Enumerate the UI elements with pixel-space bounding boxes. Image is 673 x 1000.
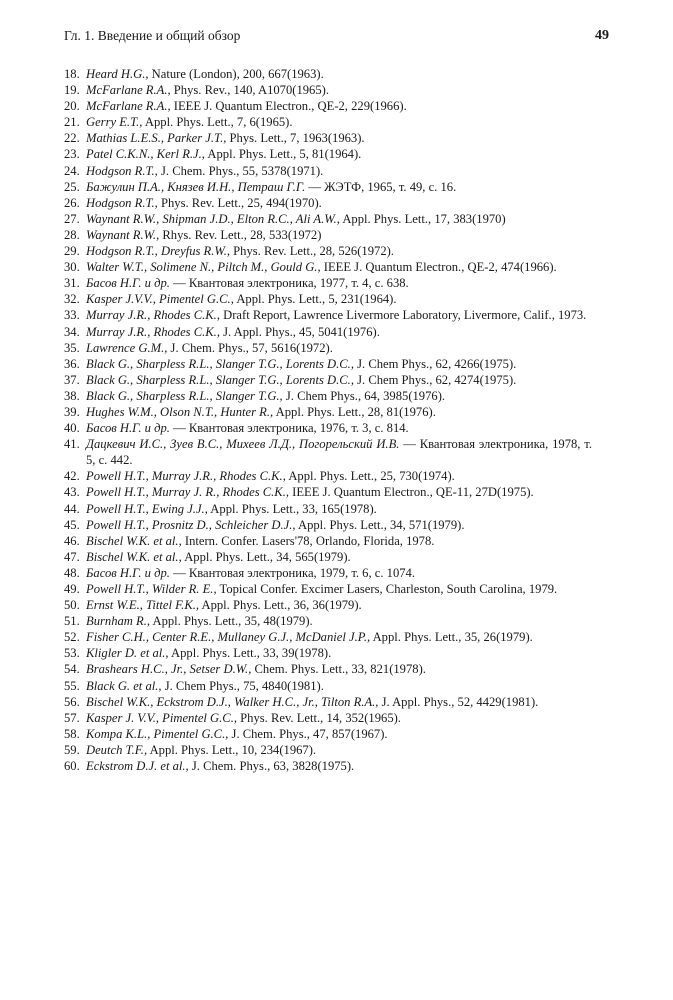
reference-item — [64, 195, 592, 211]
reference-number: 20. — [64, 99, 80, 114]
reference-item — [64, 275, 592, 291]
reference-source: IEEE J. Quantum Electron., QE-11, 27D(1975). — [289, 485, 534, 500]
reference-item — [64, 114, 592, 130]
reference-number: 30. — [64, 260, 80, 275]
reference-number: 51. — [64, 614, 80, 629]
reference-item — [64, 388, 592, 404]
reference-authors: Powell H.T., Wilder R. E., — [86, 582, 217, 596]
reference-source: J. Appl. Phys., 52, 4429(1981). — [378, 694, 539, 709]
reference-item — [64, 324, 592, 340]
reference-authors: Black G. et al., — [86, 678, 162, 693]
reference-number: 52. — [64, 630, 80, 645]
reference-source: Appl. Phys. Lett., 25, 730(1974). — [285, 469, 455, 484]
reference-number: 27. — [64, 211, 80, 226]
reference-number: 55. — [64, 678, 80, 693]
reference-source: J. Chem Phys., 62, 4266(1975). — [353, 356, 517, 371]
reference-number: 24. — [64, 163, 80, 178]
reference-item — [64, 645, 592, 661]
reference-source: Phys. Lett., 7, 1963(1963). — [226, 131, 365, 146]
reference-number: 44. — [64, 501, 80, 516]
reference-number: 37. — [64, 372, 80, 387]
reference-item — [64, 227, 592, 243]
reference-authors: Heard H.G., — [86, 67, 149, 81]
reference-authors: Murray J.R., Rhodes C.K., — [86, 308, 220, 323]
reference-source: J. Chem. Phys., 55, 5378(1971). — [157, 163, 324, 178]
reference-item — [64, 597, 592, 613]
reference-number: 35. — [64, 340, 80, 355]
reference-source: Nature (London), 200, 667(1963). — [148, 67, 324, 81]
reference-source: Appl. Phys. Lett., 10, 234(1967). — [147, 742, 317, 757]
reference-number: 60. — [64, 759, 80, 774]
reference-item — [64, 533, 592, 549]
reference-authors: McFarlane R.A., — [86, 83, 171, 98]
reference-authors: Powell H.T., Prosnitz D., Schleicher D.J., — [86, 517, 296, 532]
reference-source: — Квантовая электроника, 1976, т. 3, с. 814. — [169, 421, 409, 436]
reference-item — [64, 501, 592, 517]
reference-source: Phys. Rev., 140, A1070(1965). — [170, 83, 329, 98]
reference-item — [64, 710, 592, 726]
reference-authors: Hughes W.M., Olson N.T., Hunter R., — [86, 404, 274, 419]
reference-number: 26. — [64, 195, 80, 210]
reference-source: — ЖЭТФ, 1965, т. 49, с. 16. — [305, 179, 457, 194]
reference-item — [64, 581, 592, 597]
reference-source: Intern. Confer. Lasers'78, Orlando, Florida, 1978. — [181, 533, 435, 548]
reference-authors: Brashears H.C., Jr., Setser D.W., — [86, 662, 252, 677]
reference-authors: Hodgson R.T., — [86, 163, 158, 178]
reference-item — [64, 211, 592, 227]
reference-authors: Бажулин П.А., Князев И.Н., Петраш Г.Г. — [86, 179, 306, 194]
reference-number: 38. — [64, 388, 80, 403]
reference-source: Topical Confer. Excimer Lasers, Charleston, South Carolina, 1979. — [216, 582, 558, 596]
reference-item — [64, 436, 592, 468]
reference-number: 59. — [64, 742, 80, 757]
reference-number: 28. — [64, 227, 80, 242]
reference-authors: Burnham R., — [86, 614, 151, 629]
reference-source: Phys. Rev. Lett., 14, 352(1965). — [237, 710, 401, 725]
reference-authors: Дацкевич И.С., Зуев В.С., Михеев Л.Д., Погорельский И.В. — [86, 437, 400, 452]
reference-number: 29. — [64, 244, 80, 259]
reference-item — [64, 163, 592, 179]
reference-authors: Басов Н.Г. и др. — [86, 421, 170, 436]
reference-number: 43. — [64, 485, 80, 500]
reference-authors: Hodgson R.T., — [86, 195, 158, 210]
reference-authors: Kompa K.L., Pimentel G.C., — [86, 726, 229, 741]
reference-number: 56. — [64, 694, 80, 709]
reference-number: 58. — [64, 726, 80, 741]
reference-number: 45. — [64, 517, 80, 532]
reference-item — [64, 613, 592, 629]
reference-authors: Bischel W.K. et al., — [86, 549, 182, 564]
reference-authors: Kasper J. V.V., Pimentel G.C., — [86, 710, 238, 725]
reference-authors: Deutch T.F., — [86, 742, 148, 757]
reference-authors: Black G., Sharpless R.L., Slanger T.G., Lorents D.C., — [86, 356, 354, 371]
reference-source: J. Chem. Phys., 47, 857(1967). — [228, 726, 388, 741]
reference-item — [64, 694, 592, 710]
reference-number: 57. — [64, 710, 80, 725]
reference-item — [64, 420, 592, 436]
reference-item — [64, 340, 592, 356]
reference-item — [64, 259, 592, 275]
reference-item — [64, 742, 592, 758]
reference-source: J. Chem Phys., 64, 3985(1976). — [282, 388, 446, 403]
reference-authors: Black G., Sharpless R.L., Slanger T.G., — [86, 388, 283, 403]
reference-item — [64, 629, 592, 645]
reference-authors: Black G., Sharpless R.L., Slanger T.G., Lorents D.C., — [86, 372, 354, 387]
reference-authors: Kasper J.V.V., Pimentel G.C., — [86, 292, 234, 307]
reference-number: 31. — [64, 276, 80, 291]
reference-item — [64, 758, 592, 774]
reference-source: Appl. Phys. Lett., 34, 571(1979). — [295, 517, 465, 532]
reference-authors: Ernst W.E., Tittel F.K., — [86, 598, 200, 613]
reference-source: — Квантовая электроника, 1977, т. 4, с. 638. — [169, 276, 409, 291]
reference-item — [64, 356, 592, 372]
reference-authors: Powell H.T., Murray J.R., Rhodes C.K., — [86, 469, 286, 484]
reference-number: 48. — [64, 565, 80, 580]
reference-item — [64, 130, 592, 146]
page-number: 49 — [595, 28, 609, 43]
reference-source: Appl. Phys. Lett., 5, 81(1964). — [204, 147, 362, 162]
reference-authors: Powell H.T., Murray J. R., Rhodes C.K., — [86, 485, 289, 500]
reference-number: 54. — [64, 662, 80, 677]
reference-source: Appl. Phys. Lett., 35, 26(1979). — [370, 630, 533, 645]
reference-authors: McFarlane R.A., — [86, 99, 171, 114]
reference-authors: Mathias L.E.S., Parker J.T., — [86, 131, 227, 146]
page-header — [64, 28, 609, 48]
reference-authors: Waynant R.W., Shipman J.D., Elton R.C., Ali A.W., — [86, 211, 340, 226]
reference-authors: Fisher C.H., Center R.E., Mullaney G.J., McDaniel J.P., — [86, 630, 371, 645]
reference-item — [64, 726, 592, 742]
reference-authors: Bischel W.K., Eckstrom D.J., Walker H.C., Jr., Tilton R.A., — [86, 694, 379, 709]
reference-number: 23. — [64, 147, 80, 162]
reference-source: — Квантовая электроника, 1978, т. 5, с. 442. — [86, 437, 592, 468]
reference-source: Appl. Phys. Lett., 33, 165(1978). — [207, 501, 377, 516]
reference-number: 32. — [64, 292, 80, 307]
reference-item — [64, 678, 592, 694]
reference-source: Appl. Phys. Lett., 35, 48(1979). — [150, 614, 313, 629]
reference-source: J. Chem Phys., 62, 4274(1975). — [353, 372, 517, 387]
reference-number: 40. — [64, 421, 80, 436]
reference-authors: Kligler D. et al., — [86, 646, 169, 661]
reference-item — [64, 549, 592, 565]
reference-item — [64, 565, 592, 581]
reference-source: IEEE J. Quantum Electron., QE-2, 474(1966). — [320, 260, 557, 275]
reference-source: Appl. Phys. Lett., 5, 231(1964). — [233, 292, 397, 307]
reference-authors: Gerry E.T., — [86, 115, 143, 130]
reference-number: 47. — [64, 549, 80, 564]
reference-item — [64, 661, 592, 677]
reference-authors: Lawrence G.M., — [86, 340, 168, 355]
reference-item — [64, 179, 592, 195]
reference-source: Phys. Rev. Lett., 25, 494(1970). — [157, 195, 322, 210]
reference-authors: Eckstrom D.J. et al., — [86, 759, 189, 774]
reference-item — [64, 291, 592, 307]
reference-source: J. Chem. Phys., 63, 3828(1975). — [188, 759, 355, 774]
reference-item — [64, 243, 592, 259]
reference-authors: Murray J.R., Rhodes C.K., — [86, 324, 220, 339]
reference-item — [64, 484, 592, 500]
reference-source: Chem. Phys. Lett., 33, 821(1978). — [251, 662, 426, 677]
reference-item — [64, 307, 592, 323]
reference-source: Phys. Rev. Lett., 28, 526(1972). — [230, 244, 394, 259]
reference-source: Draft Report, Lawrence Livermore Laboratory, Livermore, Calif., 1973. — [219, 308, 587, 323]
reference-item — [64, 98, 592, 114]
reference-number: 33. — [64, 308, 80, 323]
reference-list — [64, 66, 592, 774]
reference-number: 18. — [64, 67, 80, 81]
reference-number: 53. — [64, 646, 80, 661]
reference-authors: Patel C.K.N., Kerl R.J., — [86, 147, 205, 162]
reference-authors: Bischel W.K. et al., — [86, 533, 182, 548]
reference-number: 42. — [64, 469, 80, 484]
reference-number: 34. — [64, 324, 80, 339]
reference-source: J. Chem. Phys., 57, 5616(1972). — [167, 340, 333, 355]
reference-number: 21. — [64, 115, 80, 130]
reference-authors: Басов Н.Г. и др. — [86, 565, 170, 580]
reference-item — [64, 146, 592, 162]
reference-source: Appl. Phys. Lett., 36, 36(1979). — [199, 598, 362, 613]
reference-authors: Walter W.T., Solimene N., Piltch M., Gould G., — [86, 260, 321, 275]
reference-number: 41. — [64, 437, 80, 452]
reference-item — [64, 517, 592, 533]
reference-authors: Hodgson R.T., Dreyfus R.W., — [86, 244, 231, 259]
reference-source: IEEE J. Quantum Electron., QE-2, 229(1966). — [170, 99, 407, 114]
reference-authors: Басов Н.Г. и др. — [86, 276, 170, 291]
reference-number: 39. — [64, 404, 80, 419]
reference-source: Appl. Phys. Lett., 28, 81(1976). — [273, 404, 436, 419]
chapter-title: Гл. 1. Введение и общий обзор — [64, 28, 241, 43]
reference-item — [64, 66, 592, 82]
reference-number: 46. — [64, 533, 80, 548]
reference-number: 36. — [64, 356, 80, 371]
reference-source: J. Chem Phys., 75, 4840(1981). — [161, 678, 324, 693]
reference-number: 50. — [64, 598, 80, 613]
reference-source: Appl. Phys. Lett., 34, 565(1979). — [181, 549, 351, 564]
reference-item — [64, 82, 592, 98]
reference-number: 25. — [64, 179, 80, 194]
reference-source: Appl. Phys. Lett., 17, 383(1970) — [339, 211, 506, 226]
reference-source: Appl. Phys. Lett., 33, 39(1978). — [168, 646, 332, 661]
reference-item — [64, 468, 592, 484]
reference-item — [64, 372, 592, 388]
reference-authors: Waynant R.W., — [86, 227, 160, 242]
reference-number: 19. — [64, 83, 80, 98]
reference-item — [64, 404, 592, 420]
reference-authors: Powell H.T., Ewing J.J., — [86, 501, 208, 516]
reference-source: Rhys. Rev. Lett., 28, 533(1972) — [159, 227, 322, 242]
reference-source: J. Appl. Phys., 45, 5041(1976). — [219, 324, 380, 339]
reference-source: — Квантовая электроника, 1979, т. 6, с. 1074. — [169, 565, 415, 580]
reference-source: Appl. Phys. Lett., 7, 6(1965). — [142, 115, 293, 130]
reference-number: 22. — [64, 131, 80, 146]
reference-number: 49. — [64, 582, 80, 596]
